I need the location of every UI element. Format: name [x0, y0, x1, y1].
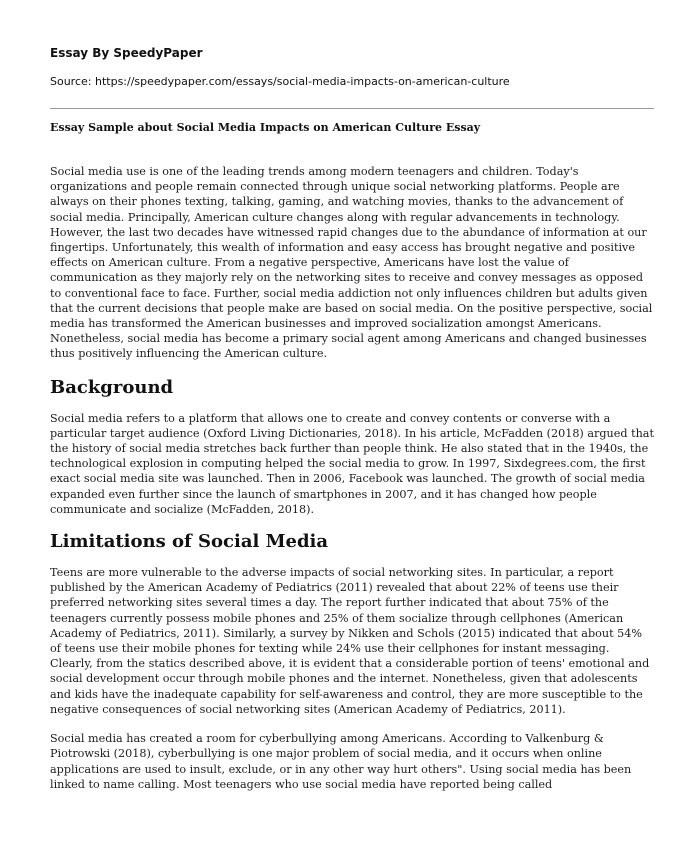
- header-divider: [50, 108, 654, 109]
- essay-body: [50, 164, 654, 807]
- section-heading-limitations: Limitations of Social Media: [50, 531, 329, 553]
- essay-title: Essay Sample about Social Media Impacts on American Culture Essay: [50, 121, 481, 134]
- limitations-paragraph-1: Teens are more vulnerable to the adverse impacts of social networking sites. In particular, a report published by the American Academy of Pediatrics (2011) revealed that about 22% of teens use their preferred networking sites several times a day. The report further indicated that about 75% of the teenagers currently possess mobile phones and 25% of them socialize through cellphones (American Academy of Pediatrics, 2011). Similarly, a survey by Nikken and Schols (2015) indicated that about 54% of teens use their mobile phones for texting while 24% use their cellphones for instant messaging. Clearly, from the statics described above, it is evident that a considerable portion of teens' emotional and social development occur through mobile phones and the internet. Nonetheless, given that adolescents and kids have the inadequate capability for self-awareness and control, they are more susceptible to the negative consequences of social networking sites (American Academy of Pediatrics, 2011).: [50, 566, 650, 716]
- site-title: Essay By SpeedyPaper: [50, 46, 203, 60]
- background-paragraph: Social media refers to a platform that allows one to create and convey contents or converse with a particular target audience (Oxford Living Dictionaries, 2018). In his article, McFadden (2018) argued that the history of social media stretches back further than people think. He also stated that in the 1940s, the technological explosion in computing helped the social media to grow. In 1997, Sixdegrees.com, the first exact social media site was launched. Then in 2006, Facebook was launched. The growth of social media expanded even further since the launch of smartphones in 2007, and it has changed how people communicate and socialize (McFadden, 2018).: [50, 411, 654, 516]
- source-line: Source: https://speedypaper.com/essays/social-media-impacts-on-american-culture: [50, 75, 510, 88]
- section-heading-background: Background: [50, 376, 174, 398]
- limitations-paragraph-2: Social media has created a room for cyberbullying among Americans. According to Valkenburg & Piotrowski (2018), cyberbullying is one major problem of social media, and it occurs when online applications are used to insult, exclude, or in any other way hurt others". Using social media has been linked to name calling. Most teenagers who use social media have reported being called: [50, 732, 632, 791]
- intro-paragraph: Social media use is one of the leading trends among modern teenagers and children. Today's organizations and people remain connected through unique social networking platforms. People are always on their phones texting, talking, gaming, and watching movies, thanks to the advancement of social media. Principally, American culture changes along with regular advancements in technology. However, the last two decades have witnessed rapid changes due to the abundance of information at our fingertips. Unfortunately, this wealth of information and easy access has brought negative and positive effects on American culture. From a negative perspective, Americans have lost the value of communication as they majorly rely on the networking sites to receive and convey messages as opposed to conventional face to face. Further, social media addiction not only influences children but adults given that the current decisions that people make are based on social media. On the positive perspective, social media has transformed the American businesses and improved socialization amongst Americans. Nonetheless, social media has become a primary social agent among Americans and changed businesses thus positively influencing the American culture.: [50, 165, 653, 361]
